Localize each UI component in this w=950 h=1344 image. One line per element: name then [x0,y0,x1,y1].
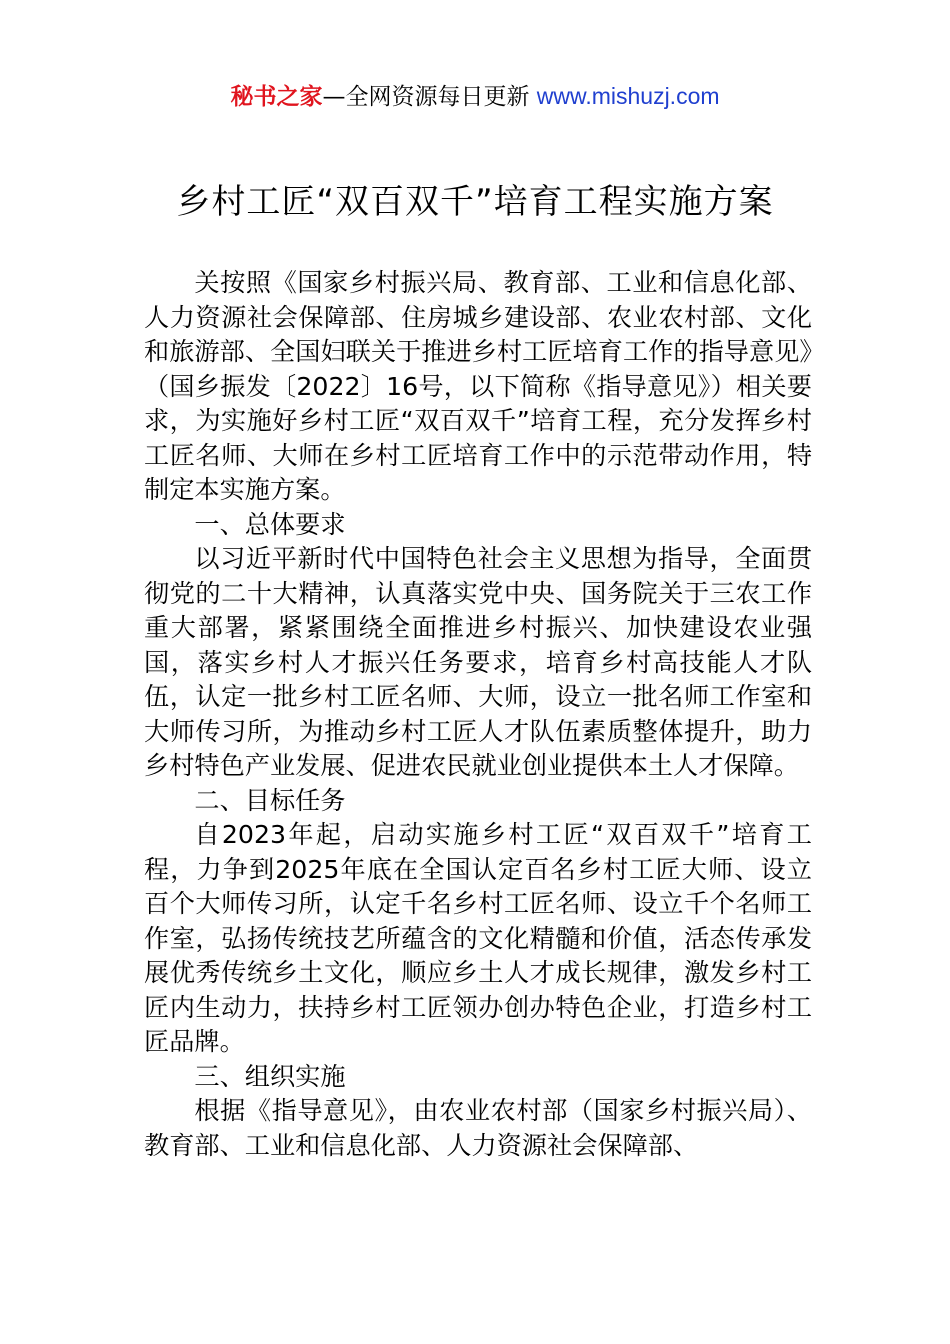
goals-tasks-paragraph: 自2023年起，启动实施乡村工匠“双百双千”培育工程，力争到2025年底在全国认定百名乡村工匠大师、设立百个大师传习所，认定千名乡村工匠名师、设立千个名师工作室，弘扬传统技艺所蕴含的文化精髓和价值，活态传承发展优秀传统乡土文化，顺应乡土人才成长规律，激发乡村工匠内生动力，扶持乡村工匠领办创办特色企业，打造乡村工匠品牌。 [144,820,812,1056]
general-requirements-paragraph: 以习近平新时代中国特色社会主义思想为指导，全面贯彻党的二十大精神，认真落实党中央、国务院关于三农工作重大部署，紧紧围绕全面推进乡村振兴、加快建设农业强国，落实乡村人才振兴任务要求，培育乡村高技能人才队伍，认定一批乡村工匠名师、大师，设立一批名师工作室和大师传习所，为推动乡村工匠人才队伍素质整体提升，助力乡村特色产业发展、促进农民就业创业提供本土人才保障。 [144,544,812,780]
site-tagline: —全网资源每日更新 [322,84,537,110]
section-heading-goals-tasks: 二、目标任务 [194,785,346,815]
organization-paragraph: 根据《指导意见》，由农业农村部（国家乡村振兴局）、教育部、工业和信息化部、人力资源社会保障部、 [144,1096,812,1160]
section-heading-general-requirements: 一、总体要求 [194,509,346,539]
section-heading-organization: 三、组织实施 [194,1061,346,1091]
document-body [144,266,812,1163]
site-url-link[interactable]: www.mishuzj.com [536,83,720,109]
document-title: 乡村工匠“双百双千”培育工程实施方案 [176,182,774,222]
intro-paragraph: 关按照《国家乡村振兴局、教育部、工业和信息化部、人力资源社会保障部、住房城乡建设部、农业农村部、文化和旅游部、全国妇联关于推进乡村工匠培育工作的指导意见》（国乡振发〔2022〕16号，以下简称《指导意见》）相关要求，为实施好乡村工匠“双百双千”培育工程，充分发挥乡村工匠名师、大师在乡村工匠培育工作中的示范带动作用，特制定本实施方案。 [144,268,812,504]
site-header [0,76,950,117]
site-brand: 秘书之家 [230,84,323,110]
